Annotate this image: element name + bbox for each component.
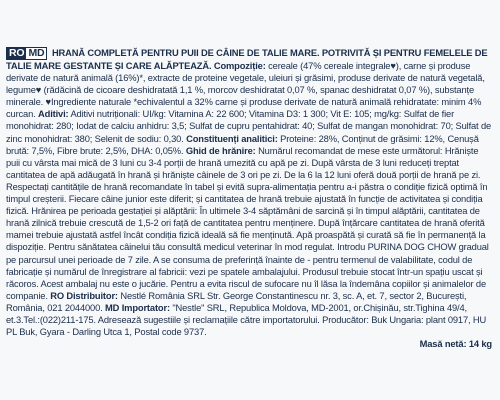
additives-text: UI/kg: Vitamina A: 22 600; Vitamina D3: 1 300; Vit E: 105; mg/kg: Sulfat de fier monohidrat: 280; Iodat de calciu anhidru: 3,5; Sulfat de cupru pentahidrat: 40; Sulfat de mangan monohidrat: 70; Sulfat de zinc monohidrat: 380; Selenit de sodiu: 0,30.: [6, 109, 492, 144]
language-badge: [6, 47, 47, 60]
badge-md: MD: [28, 47, 45, 59]
natural-ingredients-note: ♥Ingrediente naturale: [45, 97, 132, 108]
distributor-label: RO Distribuitor:: [50, 290, 118, 301]
product-title: HRANĂ COMPLETĂ PENTRU PUII DE CÂINE DE TALIE MARE. POTRIVITĂ ȘI PENTRU FEMELELE DE TALIE MARE GESTANTE ȘI CARE ALĂPTEAZĂ.: [6, 48, 488, 71]
importer-text: "Nestle" SRL, Republica Moldova, MD-2001, or.Chișinău, str.Tighina 49/4, et.3.Tel.:(022)211-175. Adresează sugestiile și reclamațiile către importatorului. Producător: Buk Ungaria: plant 0917, HU PL Buk, Gyara - Darling Utca 1, Postal code 9737.: [6, 302, 487, 338]
analytical-constituents-text: Proteine: 28%, Conținut de grăsimi: 12%, Cenușă brută: 7,5%, Fibre brute: 2,5%, DHA: 0,05%.: [6, 133, 479, 156]
analytical-constituents-label: Constituenți analitici:: [186, 133, 278, 144]
composition-label: Compoziție:: [213, 61, 266, 71]
badge-ro: RO: [9, 47, 25, 59]
composition-text: cereale (47% cereale integrale♥), carne și produse derivate de natură animală (16%)*, extracte de proteine vegetale, uleiuri și grăsimi, produse derivate de natură vegetală, legume♥ (rădăcină de cicoare deshidratată 1,1 %, morcov deshidratat 0,07 %, spanac deshidratat 0,07 %), substanțe minerale.: [6, 61, 485, 108]
feeding-guide-label: Ghid de hrănire:: [185, 145, 256, 156]
nutritional-additives-label: Aditivi nutriționali:: [70, 109, 141, 120]
meat-equivalent-note: *echivalentul a 32% carne și produse derivate de natură animală rehidratate: minim 4% curcan.: [6, 97, 482, 120]
feeding-guide-text: Numărul recomandat de mese este următorul: Hrăniște puii cu vârsta mai mică de 3 luni cu 3-4 porții de hrană umezită cu apă pe zi. După vârsta de 3 luni reduceți treptat cantitatea de apă adăugată în hrană și hrăniște câinele de 3 ori pe zi. De la 6 la 12 luni oferă două porții de hrană pe zi. Respectați cantitățile de hrană recomandate în tabel și evită supra-alimentația pentru a-i păstra o condiție fizică optimă în timpul creșterii. Fiecare câine junior este diferit; și cantitatea de hrană trebuie ajustată în funcție de activitatea și condiția fizică. Hrănirea pe perioada gestației și alăptării: În ultimele 3-4 săptămâni de sarcină și în timpul alăptării, cantitatea de hrană zilnică trebuie crescută de 1,5-2 ori față de cantitatea pentru menținere. După înțărcare cantitatea de hrană oferită mamei trebuie ajustată astfel încât condiția fizică ideală să fie menținută. Apă proaspătă și curată să fie în permanență la dispoziție. Pentru sănătatea câinelui tău consultă medicul veterinar în mod regulat. Introdu PURINA DOG CHOW gradual pe parcursul unei perioade de 7 zile. A se consuma de preferință înainte de - pentru termenul de valabilitate, codul de fabricație și numărul de înregistrare al fabricii: vezi pe spatele ambalajului. Produsul trebuie stocat într-un spațiu uscat și răcoros. Acest ambalaj nu este o jucărie. Pentru a evita riscul de sufocare nu îl lăsa la îndemâna copiilor și animalelor de companie.: [6, 145, 489, 301]
distributor-text: Nestlé România SRL Str. George Constantinescu nr. 3, sc. A, et. 7, sector 2, București, România, 021 2044000.: [6, 290, 467, 313]
importer-label: MD Importator:: [105, 302, 170, 313]
additives-label: Aditivi:: [38, 109, 69, 120]
net-mass: Masă netă: 14 kg: [419, 339, 492, 350]
